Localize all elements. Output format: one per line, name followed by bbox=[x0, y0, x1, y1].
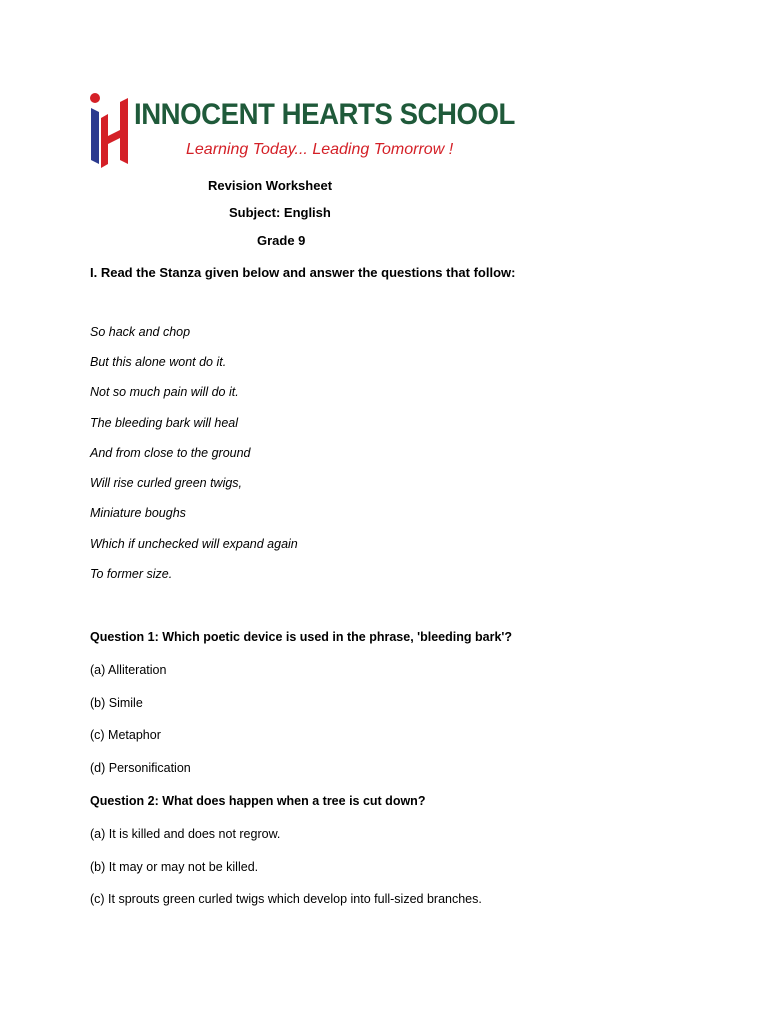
stanza-line: To former size. bbox=[90, 567, 173, 581]
school-logo-icon bbox=[88, 92, 132, 168]
worksheet-grade: Grade 9 bbox=[257, 233, 306, 248]
stanza-line: But this alone wont do it. bbox=[90, 355, 227, 369]
section-instruction: I. Read the Stanza given below and answer the questions that follow: bbox=[90, 265, 516, 280]
stanza-line: So hack and chop bbox=[90, 325, 191, 339]
question-2: Question 2: What does happen when a tree is cut down? bbox=[90, 794, 426, 808]
worksheet-subject: Subject: English bbox=[229, 205, 331, 220]
stanza-line: Will rise curled green twigs, bbox=[90, 476, 243, 490]
school-name: INNOCENT HEARTS SCHOOL bbox=[134, 98, 515, 131]
question-2-option-b: (b) It may or may not be killed. bbox=[90, 860, 259, 874]
question-1: Question 1: Which poetic device is used in the phrase, 'bleeding bark'? bbox=[90, 630, 513, 644]
question-2-option-a: (a) It is killed and does not regrow. bbox=[90, 827, 281, 841]
stanza-line: And from close to the ground bbox=[90, 446, 251, 460]
question-1-option-c: (c) Metaphor bbox=[90, 728, 161, 742]
stanza-line: The bleeding bark will heal bbox=[90, 416, 239, 430]
stanza-line: Not so much pain will do it. bbox=[90, 385, 239, 399]
stanza-line: Miniature boughs bbox=[90, 506, 186, 520]
school-tagline: Learning Today... Leading Tomorrow ! bbox=[186, 141, 454, 158]
worksheet-title: Revision Worksheet bbox=[208, 178, 333, 193]
question-2-option-c: (c) It sprouts green curled twigs which develop into full-sized branches. bbox=[90, 892, 482, 906]
question-1-option-a: (a) Alliteration bbox=[90, 663, 167, 677]
stanza-line: Which if unchecked will expand again bbox=[90, 537, 298, 551]
question-1-option-d: (d) Personification bbox=[90, 761, 191, 775]
question-1-option-b: (b) Simile bbox=[90, 696, 143, 710]
